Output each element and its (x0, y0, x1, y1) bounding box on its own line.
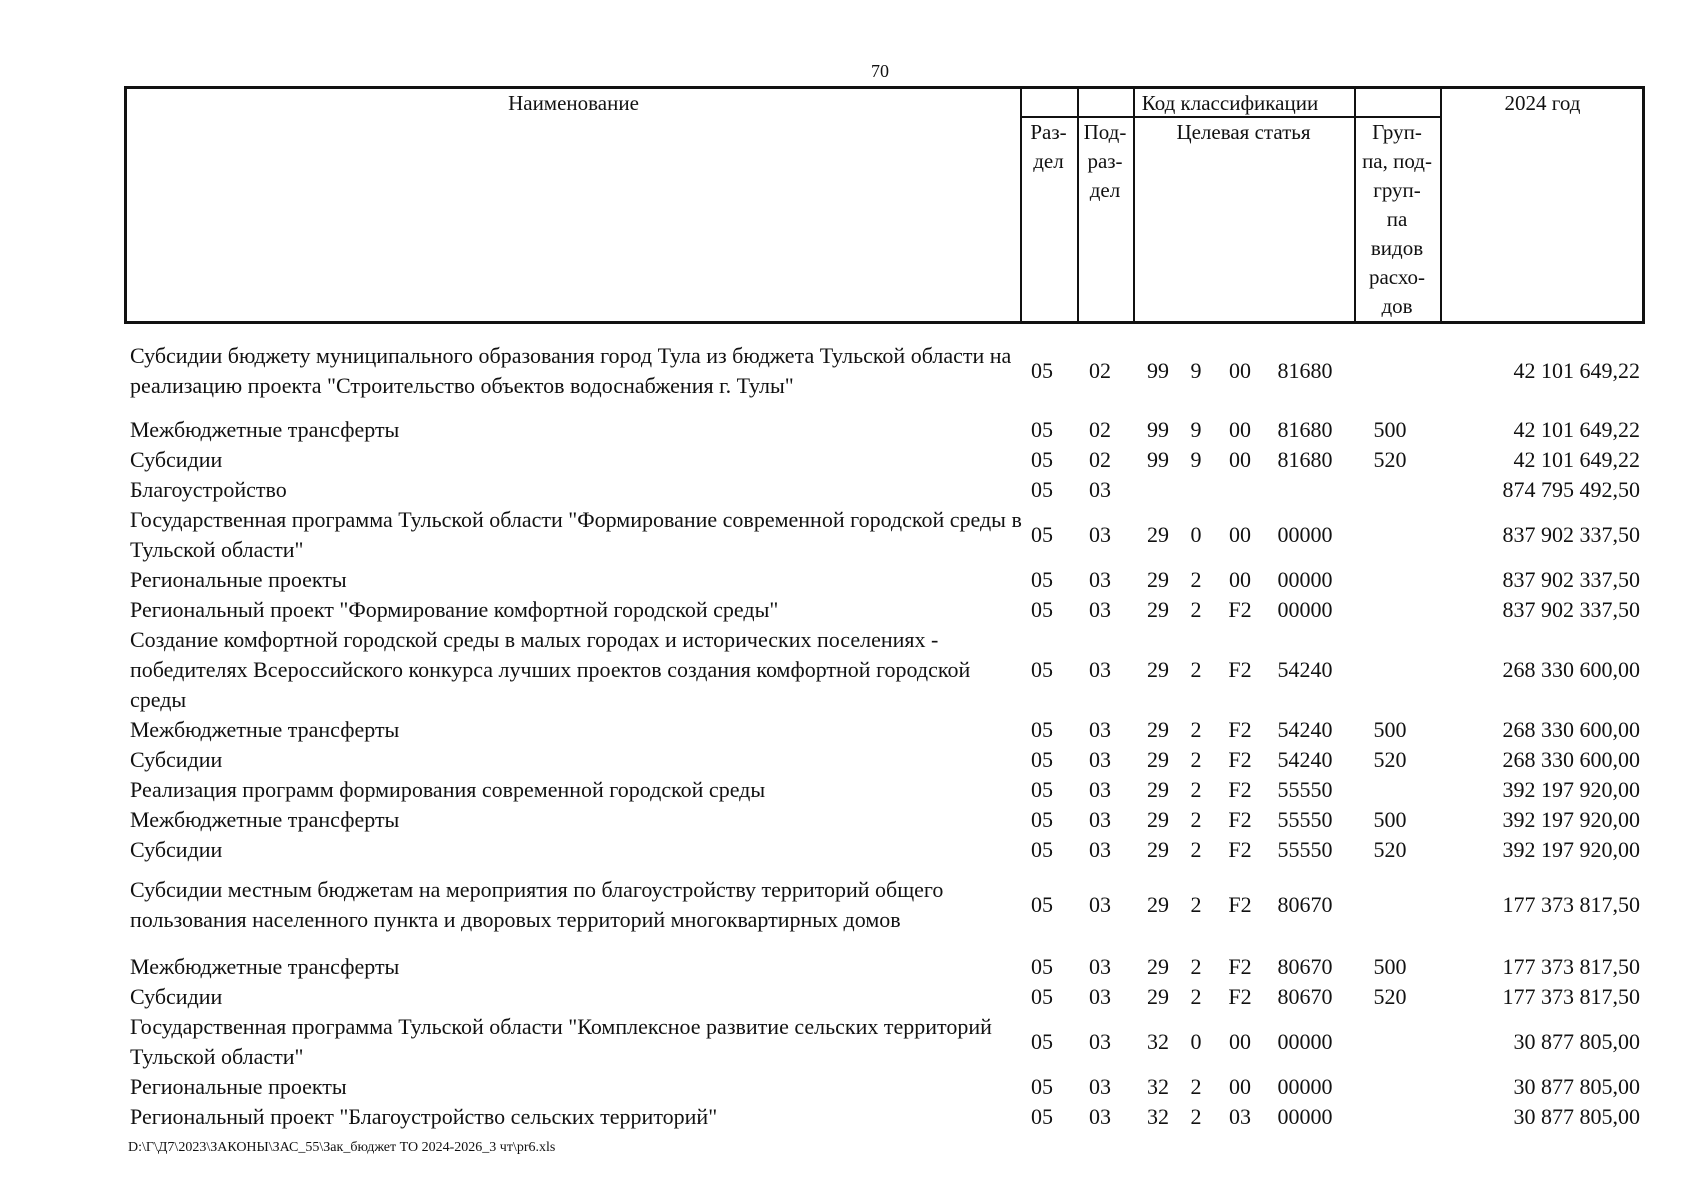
row-code-c4: 80670 (1277, 954, 1333, 979)
row-name: Межбюджетные трансферты (130, 717, 400, 742)
table-row (0, 475, 1697, 505)
row-code-c1: 29 (1147, 522, 1169, 547)
row-code-c2: 2 (1190, 1074, 1202, 1099)
header-gruppa: Груп- па, под- груп- па видов расхо- дов (1362, 120, 1432, 318)
row-code-pr: 02 (1089, 447, 1111, 472)
row-amount: 837 902 337,50 (1502, 522, 1640, 547)
table-row (0, 595, 1697, 625)
row-name: Региональные проекты (130, 1074, 347, 1099)
row-code-c4: 55550 (1277, 837, 1333, 862)
row-code-c2: 2 (1190, 984, 1202, 1009)
row-code-c2: 9 (1190, 447, 1202, 472)
row-code-pr: 03 (1089, 522, 1111, 547)
table-row (0, 715, 1697, 745)
row-code-c3: F2 (1228, 892, 1252, 917)
row-code-c4: 00000 (1277, 597, 1333, 622)
row-name: Государственная программа Тульской области "Формирование современной городской среды в Тульской области" (130, 507, 1022, 562)
row-code-c1: 29 (1147, 567, 1169, 592)
row-name: Создание комфортной городской среды в малых городах и исторических поселениях - победителях Всероссийского конкурса лучших проектов создания комфортной городской среды (130, 627, 971, 712)
row-name: Субсидии (130, 447, 223, 472)
row-code-r: 05 (1031, 777, 1053, 802)
row-name: Субсидии (130, 837, 223, 862)
row-code-r: 05 (1031, 358, 1053, 383)
file-path-footer: D:\Г\Д7\2023\ЗАКОНЫ\ЗАС_55\Зак_бюджет ТО 2024-2026_3 чт\pr6.xls (128, 1140, 556, 1155)
row-code-c2: 2 (1190, 567, 1202, 592)
row-code-pr: 03 (1089, 1074, 1111, 1099)
row-code-c1: 29 (1147, 777, 1169, 802)
table-row (0, 505, 1697, 565)
row-name: Государственная программа Тульской области "Комплексное развитие сельских территорий Тульской области" (130, 1014, 992, 1069)
table-row (0, 341, 1697, 401)
row-code-g: 520 (1373, 447, 1407, 472)
row-name: Региональные проекты (130, 567, 347, 592)
header-razdel: Раз- дел (1030, 120, 1067, 173)
row-code-r: 05 (1031, 747, 1053, 772)
row-code-c1: 32 (1147, 1074, 1169, 1099)
row-code-c3: F2 (1228, 837, 1252, 862)
table-header (124, 86, 1645, 324)
row-code-c4: 54240 (1277, 747, 1333, 772)
row-amount: 874 795 492,50 (1502, 477, 1640, 502)
row-code-c2: 2 (1190, 747, 1202, 772)
row-name: Субсидии местным бюджетам на мероприятия по благоустройству территорий общего пользования населенного пункта и дворовых территорий многоквартирных домов (130, 877, 944, 932)
row-code-c1: 29 (1147, 717, 1169, 742)
row-code-c4: 55550 (1277, 777, 1333, 802)
row-code-c4: 00000 (1277, 1074, 1333, 1099)
row-code-c1: 29 (1147, 984, 1169, 1009)
row-amount: 837 902 337,50 (1502, 597, 1640, 622)
row-amount: 837 902 337,50 (1502, 567, 1640, 592)
row-code-c2: 2 (1190, 597, 1202, 622)
row-code-c3: F2 (1228, 747, 1252, 772)
table-row (0, 415, 1697, 445)
row-code-pr: 02 (1089, 358, 1111, 383)
header-code-group: Код классификации (1141, 91, 1319, 115)
row-code-c3: F2 (1228, 597, 1252, 622)
row-code-pr: 02 (1089, 417, 1111, 442)
row-code-c4: 00000 (1277, 567, 1333, 592)
table-row (0, 1102, 1697, 1132)
row-code-r: 05 (1031, 717, 1053, 742)
table-row (0, 835, 1697, 865)
table-row (0, 625, 1697, 715)
header-name: Наименование (508, 91, 639, 115)
row-code-c3: 00 (1229, 1029, 1251, 1054)
row-code-pr: 03 (1089, 892, 1111, 917)
row-amount: 42 101 649,22 (1513, 417, 1640, 442)
row-amount: 30 877 805,00 (1513, 1074, 1640, 1099)
row-code-c2: 2 (1190, 807, 1202, 832)
row-amount: 392 197 920,00 (1502, 807, 1640, 832)
row-code-c3: 00 (1229, 567, 1251, 592)
row-code-g: 500 (1373, 717, 1407, 742)
row-code-g: 520 (1373, 747, 1407, 772)
row-code-c2: 2 (1190, 1104, 1202, 1129)
row-code-c1: 29 (1147, 892, 1169, 917)
header-year: 2024 год (1504, 91, 1581, 115)
row-code-c3: F2 (1228, 807, 1252, 832)
row-name: Субсидии (130, 984, 223, 1009)
row-name: Благоустройство (130, 477, 287, 502)
row-code-c1: 29 (1147, 954, 1169, 979)
row-code-c3: F2 (1228, 954, 1252, 979)
row-name: Межбюджетные трансферты (130, 807, 400, 832)
row-code-c2: 2 (1190, 954, 1202, 979)
row-code-c1: 29 (1147, 837, 1169, 862)
row-amount: 177 373 817,50 (1502, 892, 1640, 917)
row-code-c4: 81680 (1277, 417, 1333, 442)
row-code-c3: 03 (1229, 1104, 1251, 1129)
row-code-c4: 55550 (1277, 807, 1333, 832)
row-name: Региональный проект "Благоустройство сельских территорий" (130, 1104, 718, 1129)
row-amount: 30 877 805,00 (1513, 1029, 1640, 1054)
row-code-c3: 00 (1229, 1074, 1251, 1099)
row-code-r: 05 (1031, 447, 1053, 472)
row-code-pr: 03 (1089, 747, 1111, 772)
row-amount: 30 877 805,00 (1513, 1104, 1640, 1129)
row-code-r: 05 (1031, 522, 1053, 547)
row-code-c1: 99 (1147, 417, 1169, 442)
row-code-c3: 00 (1229, 358, 1251, 383)
row-code-r: 05 (1031, 567, 1053, 592)
row-code-pr: 03 (1089, 777, 1111, 802)
row-code-r: 05 (1031, 597, 1053, 622)
row-code-pr: 03 (1089, 954, 1111, 979)
row-code-pr: 03 (1089, 657, 1111, 682)
row-code-c2: 0 (1190, 522, 1202, 547)
row-name: Региональный проект "Формирование комфортной городской среды" (130, 597, 779, 622)
row-code-c2: 2 (1190, 777, 1202, 802)
row-code-pr: 03 (1089, 1029, 1111, 1054)
row-name: Реализация программ формирования современной городской среды (130, 777, 766, 802)
row-code-c4: 00000 (1277, 1104, 1333, 1129)
row-code-c1: 29 (1147, 807, 1169, 832)
row-amount: 268 330 600,00 (1502, 657, 1640, 682)
row-name: Межбюджетные трансферты (130, 417, 400, 442)
row-code-c1: 29 (1147, 597, 1169, 622)
row-name: Межбюджетные трансферты (130, 954, 400, 979)
row-code-r: 05 (1031, 954, 1053, 979)
row-code-c3: F2 (1228, 777, 1252, 802)
row-code-c2: 9 (1190, 417, 1202, 442)
row-name: Субсидии бюджету муниципального образования город Тула из бюджета Тульской области на реализацию проекта "Строительство объектов водоснабжения г. Тулы" (130, 343, 1012, 398)
table-row (0, 745, 1697, 775)
row-code-c4: 81680 (1277, 447, 1333, 472)
row-code-c4: 00000 (1277, 1029, 1333, 1054)
row-code-c4: 54240 (1277, 717, 1333, 742)
row-code-c3: F2 (1228, 984, 1252, 1009)
row-code-pr: 03 (1089, 477, 1111, 502)
row-code-pr: 03 (1089, 717, 1111, 742)
row-amount: 42 101 649,22 (1513, 358, 1640, 383)
table-row (0, 952, 1697, 982)
row-code-g: 520 (1373, 837, 1407, 862)
row-code-pr: 03 (1089, 597, 1111, 622)
header-podrazdel: Под- раз- дел (1083, 120, 1127, 202)
row-code-c4: 80670 (1277, 984, 1333, 1009)
table-row (0, 1012, 1697, 1072)
row-code-c1: 29 (1147, 657, 1169, 682)
row-code-c3: F2 (1228, 657, 1252, 682)
row-code-r: 05 (1031, 984, 1053, 1009)
table-row (0, 805, 1697, 835)
row-code-c2: 2 (1190, 657, 1202, 682)
row-code-pr: 03 (1089, 1104, 1111, 1129)
row-code-r: 05 (1031, 1104, 1053, 1129)
row-code-c1: 99 (1147, 358, 1169, 383)
row-code-r: 05 (1031, 1074, 1053, 1099)
row-code-c3: 00 (1229, 447, 1251, 472)
row-code-c2: 9 (1190, 358, 1202, 383)
row-code-pr: 03 (1089, 837, 1111, 862)
row-code-c2: 2 (1190, 717, 1202, 742)
table-row (0, 875, 1697, 935)
row-code-pr: 03 (1089, 807, 1111, 832)
row-code-c2: 0 (1190, 1029, 1202, 1054)
row-code-r: 05 (1031, 807, 1053, 832)
row-code-c4: 54240 (1277, 657, 1333, 682)
row-amount: 177 373 817,50 (1502, 954, 1640, 979)
row-code-r: 05 (1031, 417, 1053, 442)
row-code-r: 05 (1031, 837, 1053, 862)
row-code-c2: 2 (1190, 837, 1202, 862)
table-row (0, 982, 1697, 1012)
row-code-c3: 00 (1229, 522, 1251, 547)
table-row (0, 1072, 1697, 1102)
row-code-g: 500 (1373, 954, 1407, 979)
header-divider (1440, 89, 1442, 321)
row-code-g: 500 (1373, 807, 1407, 832)
row-code-c4: 00000 (1277, 522, 1333, 547)
table-row (0, 445, 1697, 475)
row-code-c1: 32 (1147, 1029, 1169, 1054)
row-name: Субсидии (130, 747, 223, 772)
row-code-r: 05 (1031, 477, 1053, 502)
row-code-g: 500 (1373, 417, 1407, 442)
table-row (0, 775, 1697, 805)
row-code-c2: 2 (1190, 892, 1202, 917)
table-row (0, 565, 1697, 595)
row-amount: 177 373 817,50 (1502, 984, 1640, 1009)
row-code-c4: 80670 (1277, 892, 1333, 917)
row-amount: 268 330 600,00 (1502, 717, 1640, 742)
row-code-r: 05 (1031, 1029, 1053, 1054)
row-amount: 268 330 600,00 (1502, 747, 1640, 772)
row-code-c1: 29 (1147, 747, 1169, 772)
row-code-r: 05 (1031, 657, 1053, 682)
row-code-c3: F2 (1228, 717, 1252, 742)
page-number: 70 (871, 61, 889, 81)
row-code-g: 520 (1373, 984, 1407, 1009)
row-code-pr: 03 (1089, 567, 1111, 592)
header-celevaya: Целевая статья (1176, 120, 1311, 144)
row-code-c1: 32 (1147, 1104, 1169, 1129)
row-amount: 392 197 920,00 (1502, 777, 1640, 802)
row-code-pr: 03 (1089, 984, 1111, 1009)
row-code-c3: 00 (1229, 417, 1251, 442)
row-code-r: 05 (1031, 892, 1053, 917)
row-amount: 42 101 649,22 (1513, 447, 1640, 472)
row-code-c1: 99 (1147, 447, 1169, 472)
row-amount: 392 197 920,00 (1502, 837, 1640, 862)
row-code-c4: 81680 (1277, 358, 1333, 383)
